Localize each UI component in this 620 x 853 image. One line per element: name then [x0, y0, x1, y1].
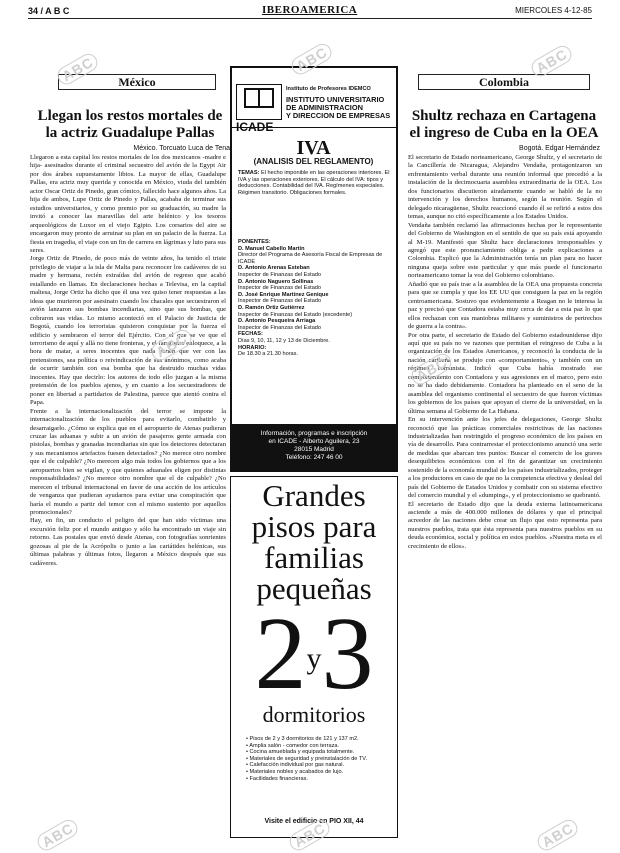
- ad-icade-footer: Información, programas e inscripción en ICADE - Alberto Aguilera, 23 28015 Madrid Teléfono: 247 46 00: [232, 424, 396, 470]
- ad-pisos-numbers: 2y3: [254, 596, 374, 711]
- ad-pisos-bullets: • Pisos de 2 y 3 dormitorios de 121 y 137 m2. • Amplia salón - comedor con terraza. • Cocina amueblada y equipada totalmente. • Materiales de seguridad y preinstalación de TV. • Calefacción individual por gas natural. • Materiales nobles y acabados de lujo. • Facilidades financieras.: [246, 736, 368, 782]
- ad-icade-top: Instituto de Profesores IDEMCO: [286, 86, 371, 92]
- watermark: ABC: [148, 326, 195, 363]
- ad-icade-brand: ICADE: [236, 120, 274, 134]
- ad-icade-title: IVA: [296, 137, 331, 159]
- watermark: ABC: [54, 50, 101, 87]
- ad-icade-org: INSTITUTO UNIVERSITARIO DE ADMINISTRACION Y DIRECCION DE EMPRESAS: [286, 95, 391, 121]
- watermark: ABC: [534, 816, 581, 853]
- ad-icade-temas: TEMAS: El hecho imponible en las operaciones interiores. El IVA y las operaciones exteriores. El cálculo del IVA: tipos y deducciones. Contabilidad del IVA. Regímenes especiales. Régimen transitorio. Obligaciones formales.: [238, 170, 390, 196]
- article-body-mexico: Llegaron a esta capital los restos mortales de los dos mexicanos -madre e hija- asesinados durante el criminal secuestro del avión de la Egypt Air por dos árabes supuestamente libios. La mayor de ellas, Guadalupe Pallas, era actriz muy querida y conocida en México, viuda del también actor Oscar Ortiz de Pinedo, gran cómico, fallecido hace algunos años. La hija de ambos, Lupe Ortiz de Pinedo y Pallas, acababa de terminar sus estudios universitarios, y como premio por su graduación, su madre la invitó a conocer las maravillas del arte helénico y los tesoros arqueológicos de Luxor en el viejo Egipto. Los corsarios del aire se encargaron muy pronto de arruinar su plan en un palacio de la fuerza. La fiesta en tragedia, el viaje con un fin de carrera en lágrimas y luto para sus seres. Jorge Ortiz de Pinedo, de poco más de veinte años, ha tenido el triste privilegio de viajar a la isla de Malta para reconocer los cadáveres de su madre y hermana, recién extraídas del avión de regreso que acabó estallando en llamas. En declaraciones hechas a Televisa, en la capital maltesa, Jorge Ortiz ha dicho que él una vez quiso tener respuestas a las ideas que murieron por asesinato cuando los chacales que secuestraron el avión lanzaron sus bombas incendiarias, sino que sus bombas, que cobraron sus vidas. Lo mismo aconteció en el Palacio de Justicia de Bogotá, cuando los terroristas quisieron conquistar por la fuerza el edificio y sembraron el terror del Ejército. Con el que se ve que el terrorismo de aquí y allá no tiene fronteras, y el fanatismo enloquece, a la hora de matar, a seres inocentes que nada tienen que ver con las pretensiones, sea política o reivindicación de sus anónimos, como acaba de ocurrir también con esa bomba que ha destruido muchas vidas inocentes. Hay que decirlo: los autores de todo ello juzgan a la misma pretensión de los pueblos ajenos, y en cuanto a los secuestradores de poner en libertad a partidarios de Palestina, parece que atentó contra el Papa. Frente a la internacionalización del terror se impone la internacionalización de los pueblos para evitarlo, combatirlo y desarraigarlo. ¿Cómo se explica que en el aeropuerto de Atenas pudieran cruzar las aduanas y subir a un avión de pasajeros gente armada con pistolas, bombas y granadas incendiarias sin que los detectores detectaran y sus mecanismos artefactos fuesen detectados? ¿No merece otro nombre que el de culpable? ¿No merecen algo más todos los gobiernos que a los aeropuertos bien se vigilan, y que quienes aduanales eligen por distintas responsabilidades? ¿No merece otro nombre que el de culpable? ¿No merecen el tribunal internacional en favor de una acción de los artículos de venganza que pudieran ayudarnos para evitar una conspiración que haría el mundo a partir del temor con el mismo sustento por aquellos promocionales? Hay, en fin, un conducto el peligro del que han sido víctimas una excursión feliz por el mundo antiguo y sólo ha encontrado un viaje sin retorno. Las postales que envió desde Atenas, con fotografías sonrientes gozosas al pie de la Acrópolis o junto a las cariátides helénicas, sus últimas palabras y últimas fotos, llegaron a México después que sus cadáveres.: [30, 154, 226, 567]
- ad-icade-ponentes: PONENTES: D. Manuel Cabello Martín Director del Programa de Asesoría Fiscal de Empresas de ICADE D. Antonio Arenas Esteban Inspector de Finanzas del Estado D. Antonio Naguero Sollinas Inspector de Finanzas del Estado D. José Enrique Martínez Genique Inspector de Finanzas del Estado D. Ramón Ortiz Gutiérrez Inspector de Finanzas del Estado (excedente) D. Antonio Pesqueira Arriaga Inspector de Finanzas del Estado FECHAS: Días 9, 10, 11, 12 y 13 de Diciembre. HORARIO: De 18.30 a 21.30 horas.: [238, 239, 383, 358]
- byline-mexico: México. Torcuato Luca de Tena: [133, 145, 230, 152]
- article-body-colombia: El secretario de Estado norteamericano, George Shultz, y el secretario de la Cancillería de Nicaragua, Alejandro Vendaña, protagonizaron un enfrentamiento verbal durante una reunión informal que precedió a la instalación de la decimocuarta asamblea extraordinaria de la OEA. Los dos funcionarios discutieron airadamente cuando se habló de la no intervención y los derechos humanos, según la reunión. Según el delegado nicaragüense, Shultz reaccionó cuando él se refirió a estos dos temas, aunque no citó específicamente a los Estados Unidos. Vendaña también reclamó las afirmaciones hechas por le representante del Gobierno de Washington en el sentido de que su país está apoyando al M-19. Manifestó que Shultz hace declaraciones irresponsables y agregó que este pronunciamiento obliga a pedir explicaciones a Colombia. Explicó que la Administración tenía un plan para no hacer ninguna queja sobre este particular y que más puede el funcionario norteamericano tomar la voz del Gobierno colombiano. Añadió que su país trae a la asamblea de la OEA una propuesta concreta para que se cumpla y que los EE UU que consiguen la paz en la región centroamericana. Sostuvo que evidentemente a Reagan no le interesa la paz y precisó que Contadora estaba muy cerca de dar a esta paz lo que ellos rechazan con sus maniobras militares y suministros de pertrechos de guerra a la contra». Por otra parte, el secretario de Estado del Gobierno estadounidense dijo aquí que su país no ve razones que permitan el reingreso de Cuba a la organización de los Estados Americanos, y reconoció la conducta de la nación caribeña se produjo con «comportamiento», y también con un régimen comunista. Indicó que Cuba había mostrado ese comportamiento con Contadora y sus agresiones en el marco, pero esto no se ha dado debidamente. Contadora ha planteado en el seno de la asamblea del organismo continental el secuestro de que fueron víctimas los gobiernos de los países que apoyan el cierre de la universidad, en la última semana al Gobierno de La Habana. En su intervención ante los jefes de delegaciones, George Shultz reconoció que las prácticas comerciales restrictivas de las naciones industrializadas han restringido el progreso económico de los países en vía de desarrollo. Para contrarrestar el proteccionismo anunció una serie de medidas que abarcan tres puntos: Buscar el comercio de los graves desequilibrios económicos con el fin de garantizar un crecimiento sostenido de la economía mundial de los países industrializados, proteger a los productores en caso de que no la competencia efectiva y desleal del país del Gobierno de Estados Unidos y combatir con su sistema efectivo del comercio mundial y el «dumping», y el proteccionismo se quebrantó. El secretario de Estado dijo que la deuda externa latinoamericana asciende a más de 400.000 millones de dólares y que el principal acreedor de las naciones debe crear un flujo que esto representa para nuestros pueblos, trata que ésta representa para nuestros pueblos en su deuda económica, social y política en estos pueblos. «Nuestra meta es el crecimiento de ellos».: [408, 154, 602, 550]
- ad-pisos-headline: Grandes pisos para familias pequeñas: [251, 478, 377, 606]
- section-label-colombia: Colombia: [418, 74, 590, 90]
- section-header: IBEROAMERICA: [262, 4, 358, 16]
- page-number: 34 / A B C: [28, 6, 70, 16]
- icade-logo-icon: [237, 85, 281, 119]
- watermark: ABC: [286, 816, 333, 853]
- header-rule: [28, 18, 592, 19]
- watermark: ABC: [34, 816, 81, 853]
- page-date: MIERCOLES 4-12-85: [515, 6, 592, 15]
- watermark: ABC: [288, 40, 335, 77]
- icade-logo: [236, 84, 282, 120]
- watermark: ABC: [528, 42, 575, 79]
- article-title-mexico: Llegan los restos mortales de la actriz Guadalupe Pallas: [37, 108, 223, 141]
- byline-colombia: Bogotá. Edgar Hernández: [519, 145, 600, 152]
- article-title-colombia: Shultz rechaza en Cartagena el ingreso de Cuba en la OEA: [409, 108, 599, 141]
- section-label-mexico: México: [58, 74, 216, 90]
- ad-icade-subtitle: (ANALISIS DEL REGLAMENTO): [253, 157, 374, 166]
- ad-pisos-dormitorios: dormitorios: [262, 702, 366, 727]
- ad-pisos-visit: Visite el edificio en PIO XII, 44: [264, 818, 364, 825]
- watermark: ABC: [408, 350, 455, 387]
